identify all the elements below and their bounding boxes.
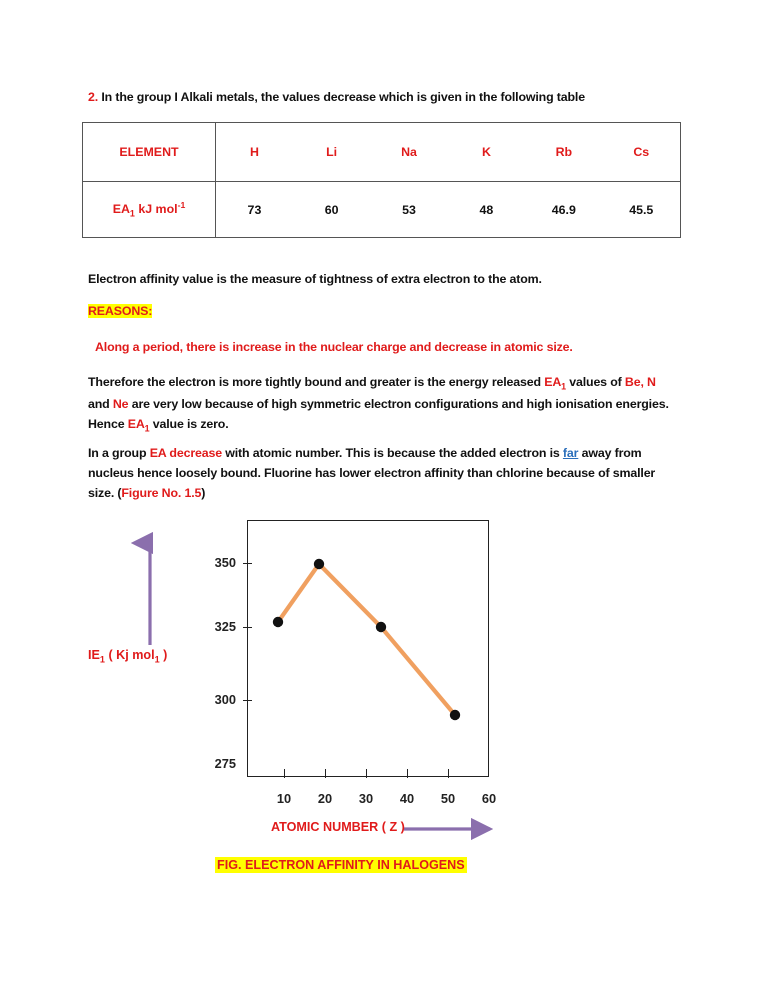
xtick-label-10: 10 xyxy=(276,791,292,806)
table-cell-value-na: 53 xyxy=(370,182,447,238)
ea-unit-exponent: -1 xyxy=(177,200,186,211)
chart-x-axis-label: ATOMIC NUMBER ( Z ) xyxy=(271,820,405,834)
ingroup-part-2: with atomic number. This is because the added electron is xyxy=(221,446,563,460)
paragraph-along-period: Along a period, there is increase in the nuclear charge and decrease in atomic size. xyxy=(95,340,573,354)
ytick-label-300: 300 xyxy=(214,692,236,707)
y-axis-label-unit: ( Kj mol xyxy=(104,648,155,662)
table-cell-value-h: 73 xyxy=(216,182,293,238)
xtick-label-30: 30 xyxy=(358,791,374,806)
table-cell-value-cs: 45.5 xyxy=(603,182,680,238)
table-header-k: K xyxy=(481,145,491,159)
chart-point-f xyxy=(273,617,283,627)
intro-text: In the group I Alkali metals, the values decrease which is given in the following table xyxy=(98,90,585,104)
ingroup-figure-ref: Figure No. 1.5 xyxy=(121,486,202,501)
table-cell-value-k: 48 xyxy=(448,182,525,238)
figure-caption: FIG. ELECTRON AFFINITY IN HALOGENS xyxy=(217,858,465,872)
table-cell-value-rb: 46.9 xyxy=(525,182,602,238)
therefore-ea1-text: EA xyxy=(544,375,562,389)
table-header-h: H xyxy=(249,145,259,159)
therefore-ea2-text: EA xyxy=(127,417,145,432)
intro-number: 2. xyxy=(88,90,99,104)
y-axis-label-unit-sub: 1 xyxy=(154,654,160,665)
ytick-label-275: 275 xyxy=(214,756,236,771)
therefore-part-3: and xyxy=(88,396,113,411)
therefore-part-4: are very low because of high symmetric electron configurations and high ionisation energies. Hence xyxy=(88,396,669,432)
chart-line-series xyxy=(278,564,455,715)
table-cell-value-li: 60 xyxy=(293,182,370,238)
table-header-cs: Cs xyxy=(633,145,650,159)
xtick-label-20: 20 xyxy=(317,791,333,806)
xtick-label-40: 40 xyxy=(399,791,415,806)
reasons-label: REASONS: xyxy=(88,304,153,318)
therefore-part-5: value is zero. xyxy=(149,417,229,432)
ytick-label-350: 350 xyxy=(214,555,236,570)
therefore-part-2: values of xyxy=(565,375,625,389)
chart-point-br xyxy=(376,622,386,632)
xtick-label-50: 50 xyxy=(440,791,456,806)
ea-subscript: 1 xyxy=(129,208,135,219)
ytick-label-325: 325 xyxy=(214,619,236,634)
chart-y-axis-label xyxy=(88,648,167,665)
therefore-ea2-sub: 1 xyxy=(144,423,150,434)
y-axis-label-main: IE xyxy=(88,648,100,662)
table-header-rb: Rb xyxy=(555,145,573,159)
ea-text: EA xyxy=(112,202,130,217)
y-axis-label-end: ) xyxy=(159,648,168,662)
therefore-ea1-sub: 1 xyxy=(561,381,566,392)
therefore-part-1: Therefore the electron is more tightly bound and greater is the energy released xyxy=(88,375,545,389)
xtick-label-60: 60 xyxy=(481,791,497,806)
paragraph-electron-affinity: Electron affinity value is the measure of tightness of extra electron to the atom. xyxy=(88,272,542,286)
chart-point-i xyxy=(450,710,460,720)
far-hyperlink[interactable]: far xyxy=(562,446,579,460)
table-header-li: Li xyxy=(326,145,338,159)
therefore-ne: Ne xyxy=(112,396,129,411)
ingroup-part-4: ) xyxy=(201,486,206,501)
ea-unit: kJ mol xyxy=(134,202,178,217)
y-axis-label-sub: 1 xyxy=(99,654,105,665)
therefore-be-n: Be, N xyxy=(624,375,656,389)
table-header-element: ELEMENT xyxy=(83,123,216,182)
ingroup-part-1: In a group xyxy=(88,446,150,460)
table-header-na: Na xyxy=(401,145,417,159)
ingroup-ea-decrease: EA decrease xyxy=(149,446,222,460)
ingroup-part-3: away from nucleus hence loosely bound. Fluorine has lower electron affinity than chlorine because of smaller size. ( xyxy=(88,446,656,501)
chart-point-cl xyxy=(314,559,324,569)
